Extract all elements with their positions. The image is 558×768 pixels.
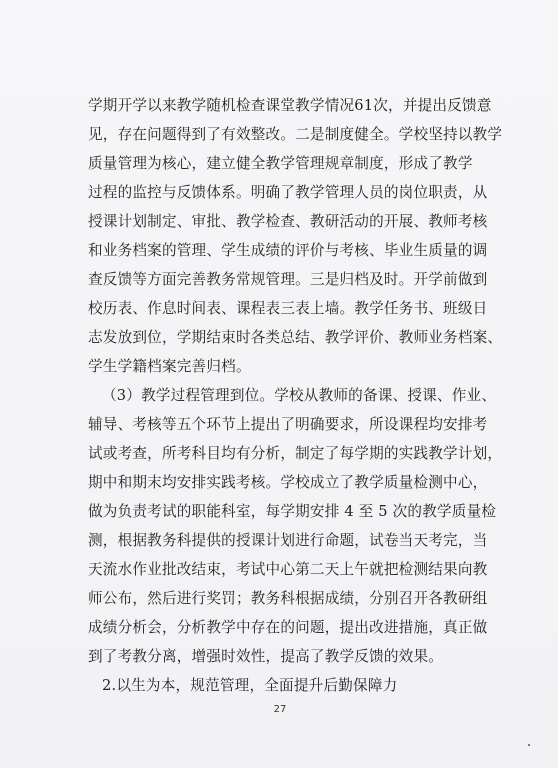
text-line: 辅导、考核等五个环节上提出了明确要求，所设课程均安排考: [88, 416, 488, 433]
text-line: 学期开学以来教学随机检查课堂教学情况61次，并提出反馈意: [88, 97, 492, 114]
section-heading: 2.以生为本，规范管理，全面提升后勤保障力: [102, 677, 398, 694]
text-line: 做为负责考试的职能科室，每学期安排 4 至 5 次的教学质量检: [88, 503, 497, 520]
text-line: 志发放到位，学期结束时各类总结、教学评价、教师业务档案、: [88, 329, 503, 346]
text-line: 见，存在问题得到了有效整改。二是制度健全。学校坚持以教学: [88, 126, 503, 143]
text-line: 测，根据教务科提供的授课计划进行命题，试卷当天考完，当: [88, 532, 488, 549]
page-number: 27: [273, 704, 287, 715]
text-line: 到了考教分离，增强时效性，提高了教学反馈的效果。: [88, 648, 444, 665]
text-line: 校历表、作息时间表、课程表三表上墙。教学任务书、班级日: [88, 300, 488, 317]
text-line: 质量管理为核心，建立健全教学管理规章制度，形成了教学: [88, 155, 473, 172]
text-line: 成绩分析会，分析教学中存在的问题，提出改进措施，真正做: [88, 619, 488, 636]
text-line: 师公布，然后进行奖罚；教务科根据成绩，分别召开各教研组: [88, 590, 488, 607]
paragraph-heading-line: （3）教学过程管理到位。学校从教师的备课、授课、作业、: [102, 387, 497, 404]
text-line: 学生学籍档案完善归档。: [88, 358, 251, 375]
text-line: 天流水作业批改结束，考试中心第二天上午就把检测结果向教: [88, 561, 488, 578]
text-line: 和业务档案的管理、学生成绩的评价与考核、毕业生质量的调: [88, 242, 488, 259]
text-line: 试或考查，所考科目均有分析，制定了每学期的实践教学计划，: [88, 445, 503, 462]
text-line: 查反馈等方面完善教务常规管理。三是归档及时。开学前做到: [88, 271, 488, 288]
text-line: 期中和期末均安排实践考核。学校成立了教学质量检测中心，: [88, 474, 488, 491]
text-line: 授课计划制定、审批、教学检查、教研活动的开展、教师考核: [88, 213, 488, 230]
text-line: 过程的监控与反馈体系。明确了教学管理人员的岗位职责，从: [88, 184, 488, 201]
scan-speck: [528, 744, 530, 746]
